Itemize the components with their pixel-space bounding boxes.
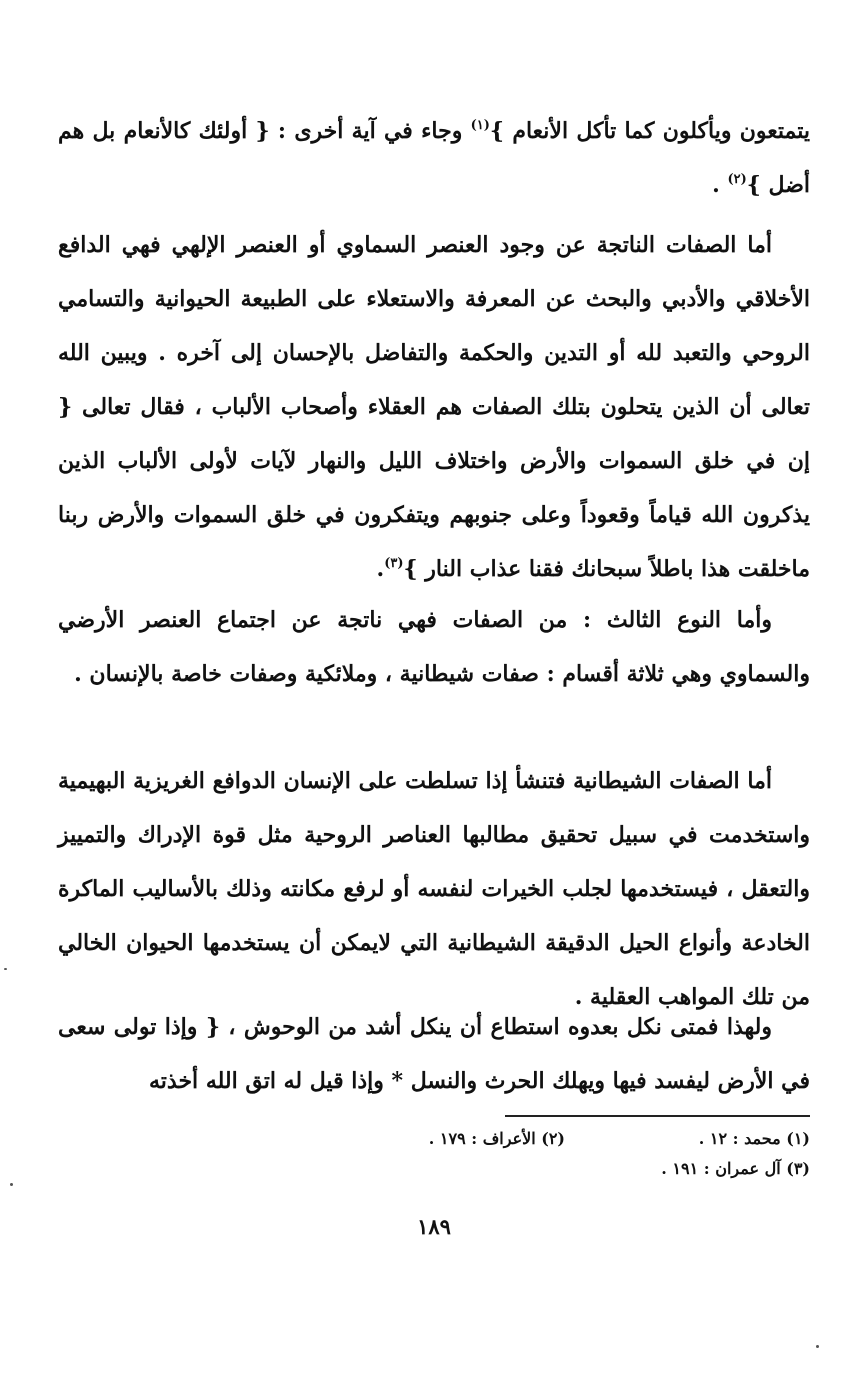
footnote-separator [505,1115,810,1117]
scan-speck [10,1183,13,1186]
footnote-2: (٢) الأعراف : ١٧٩ . [428,1129,565,1148]
footnote-line-2 [58,1154,810,1184]
footnote-marker-1: (١) [470,118,490,133]
paragraph-3 [58,593,810,701]
scan-speck [4,968,7,970]
footnote-line-1 [58,1124,810,1154]
paragraph-1 [58,104,810,212]
paragraph-1-text-c: . [712,172,728,198]
footnote-marker-2: (٢) [727,172,747,187]
paragraph-2 [58,218,810,596]
footnote-1: (١) محمد : ١٢ . [698,1129,810,1148]
paragraph-4 [58,754,810,1024]
paragraph-2-end: . [376,556,385,582]
footnote-marker-3: (٣) [384,556,404,571]
paragraph-2-text: أما الصفات الناتجة عن وجود العنصر السماوي أو العنصر الإلهي فهي الدافع الأخلاقي والأدبي والبحث عن المعرفة والاستعلاء على الطبيعة الحيوانية والتسامي الروحي والتعبد لله أو التدين والحكمة والتفاضل بالإحسان إلى آخره . ويبين الله تعالى أن الذين يتحلون بتلك الصفات هم العقلاء وأصحاب الألباب ، فقال تعالى { إن في خلق السموات والأرض واختلاف الليل والنهار لآيات لأولى الألباب الذين يذكرون الله قياماً وقعوداً وعلى جنوبهم ويتفكرون في خلق السموات والأرض ربنا ماخلقت هذا باطلاً سبحانك فقنا عذاب النار } [58,232,810,582]
paragraph-1-text-a: يتمتعون ويأكلون كما تأكل الأنعام } [489,118,810,144]
paragraph-3-text: وأما النوع الثالث : من الصفات فهي ناتجة عن اجتماع العنصر الأرضي والسماوي وهي ثلاثة أقسام : صفات شيطانية ، وملائكية وصفات خاصة بالإنسان . [58,607,810,687]
page-number: ١٨٩ [417,1214,451,1239]
footnotes [58,1124,810,1184]
paragraph-5 [58,1000,810,1108]
paragraph-4-text: أما الصفات الشيطانية فتنشأ إذا تسلطت على الإنسان الدوافع الغريزية البهيمية واستخدمت في سبيل تحقيق مطالبها العناصر الروحية مثل قوة الإدراك والتمييز والتعقل ، فيستخدمها لجلب الخيرات لنفسه أو لرفع مكانته وذلك بالأساليب الماكرة الخادعة وأنواع الحيل الدقيقة الشيطانية التي لايمكن أن يستخدمها الحيوان الخالي من تلك المواهب العقلية . [58,768,810,1010]
paragraph-5-text: ولهذا فمتى نكل بعدوه استطاع أن ينكل أشد من الوحوش ، { وإذا تولى سعى في الأرض ليفسد فيها ويهلك الحرث والنسل * وإذا قيل له اتق الله أخذته [58,1014,810,1094]
paragraph-1-text-b: وجاء في آية أخرى : { أولئك كالأنعام بل هم أضل } [58,118,810,198]
scan-speck [816,1345,819,1348]
footnote-3: (٣) آل عمران : ١٩١ . [661,1159,810,1178]
